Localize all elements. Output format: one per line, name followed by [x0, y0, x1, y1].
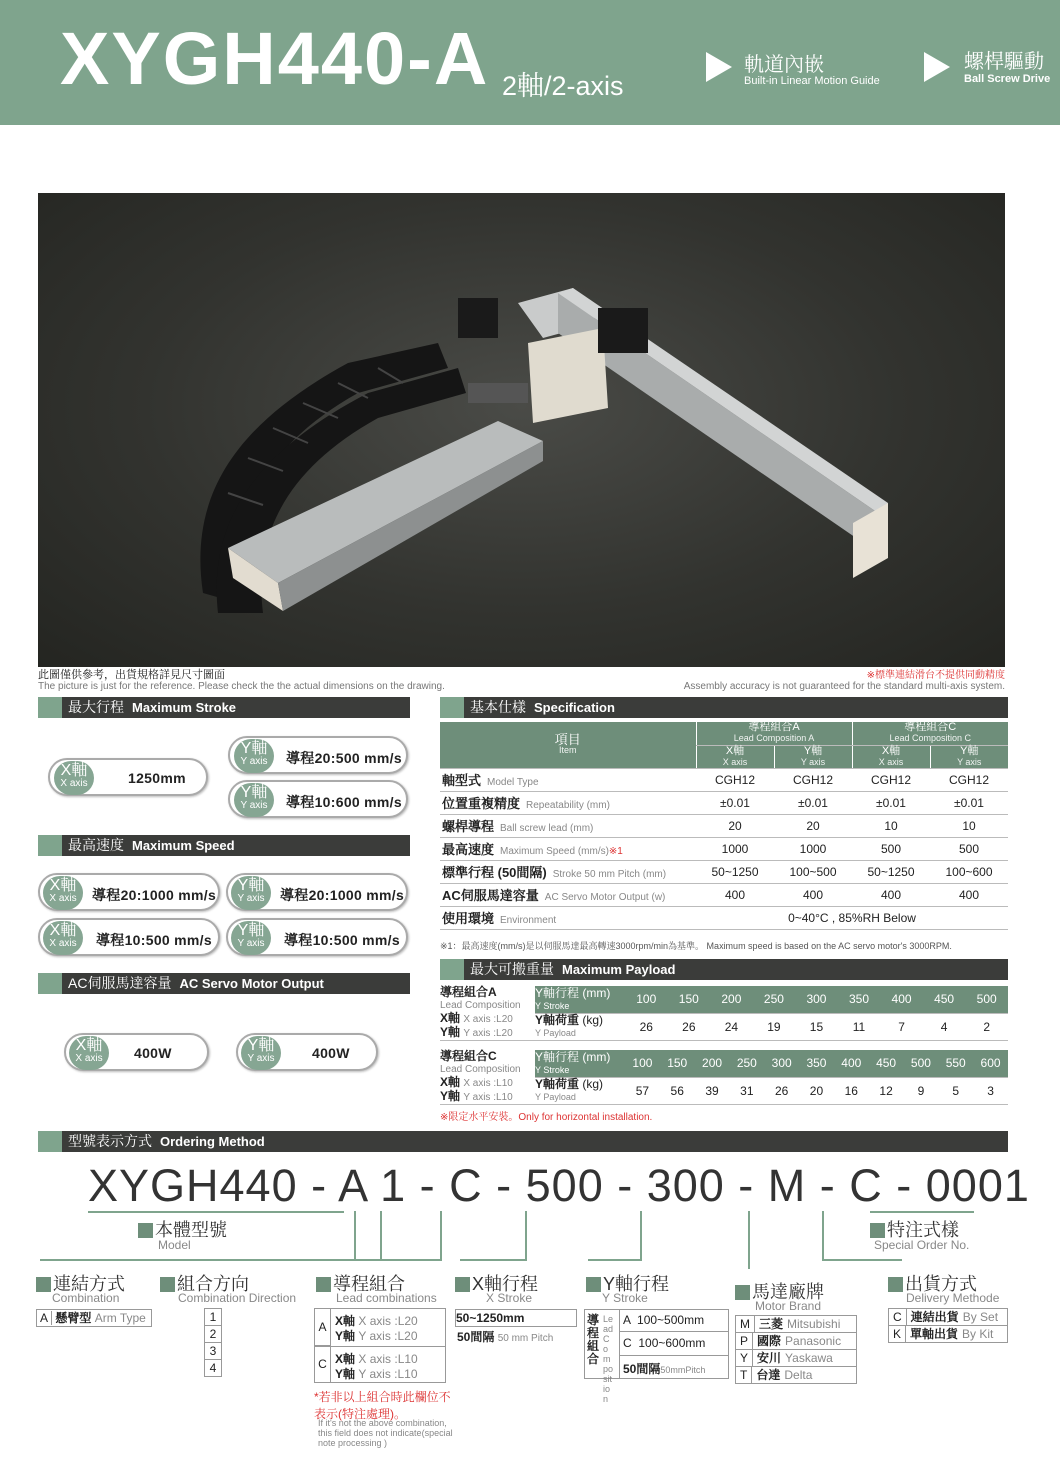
payload-load-cell: 12: [869, 1077, 904, 1104]
direction-options: [204, 1309, 222, 1377]
x-axis-badge: X軸 X axis: [43, 921, 83, 955]
payload-load-cell: 20: [799, 1077, 834, 1104]
payload-load-cell: 24: [710, 1013, 753, 1040]
payload-c-stroke-label: Y軸行程 (mm) Y Stroke: [535, 1050, 625, 1077]
payload-stroke-cell: 150: [668, 986, 711, 1013]
delivery-option: K 單軸出貨 By Kit: [888, 1325, 1008, 1343]
spec-cell: ±0.01: [930, 791, 1008, 814]
payload-table-c: [440, 1050, 1008, 1105]
payload-stroke-cell: 100: [625, 986, 668, 1013]
ystroke-side-en: Lead Composition: [603, 1314, 614, 1404]
payload-load-cell: 16: [834, 1077, 869, 1104]
payload-load-cell: 7: [880, 1013, 923, 1040]
spec-row: [440, 791, 1008, 814]
speed-x2-value: 導程10:500 mm/s: [96, 932, 212, 948]
lead-a-y: Y軸 Y axis :L20: [335, 1329, 418, 1343]
direction-option: 4: [204, 1359, 222, 1377]
spec-cell: CGH12: [852, 768, 930, 791]
payload-stroke-cell: 350: [838, 986, 881, 1013]
spec-row: [440, 814, 1008, 837]
connector-line: [822, 1211, 824, 1261]
payload-stroke-cell: 150: [660, 1050, 695, 1077]
model-label-zh: 本體型號: [138, 1216, 227, 1242]
speed-x1-value: 導程20:1000 mm/s: [92, 887, 217, 903]
speed-y1-value: 導程20:1000 mm/s: [280, 887, 405, 903]
payload-stroke-cell: 400: [880, 986, 923, 1013]
section-payload: 最大可搬重量 Maximum Payload: [440, 959, 1008, 980]
group-xstroke-sub: X Stroke: [486, 1291, 533, 1305]
payload-stroke-cell: 500: [965, 986, 1008, 1013]
spec-cell: 400: [930, 883, 1008, 906]
connector-line: [440, 1211, 442, 1261]
ystroke-pitch: 50間隔50mmPitch: [619, 1356, 729, 1379]
special-label-en: Special Order No.: [874, 1238, 970, 1252]
spec-table: [440, 722, 1008, 930]
spec-row: [440, 837, 1008, 860]
payload-load-cell: 57: [625, 1077, 660, 1104]
spec-row: [440, 883, 1008, 906]
spec-cell: 50~1250: [852, 860, 930, 883]
group-lead-sub: Lead combinations: [336, 1291, 437, 1305]
spec-cell: 50~1250: [696, 860, 774, 883]
model-label-en: Model: [158, 1238, 191, 1252]
group-motor-sub: Motor Brand: [755, 1299, 822, 1313]
stroke-x-value: 1250mm: [128, 770, 186, 786]
y-axis-badge: Y軸 Y axis: [231, 921, 271, 955]
photo-note-right: [684, 670, 1005, 692]
lead-code-c: C: [315, 1346, 331, 1383]
payload-load-cell: 26: [625, 1013, 668, 1040]
stroke-x-pill: [48, 758, 208, 796]
motor-x-value: 400W: [134, 1045, 172, 1061]
payload-stroke-cell: 250: [753, 986, 796, 1013]
ystroke-side-label: 導程組合: [587, 1313, 600, 1366]
payload-c-label: 導程組合C Lead Composition X軸 X axis :L10 Y軸 Y axis :L10: [440, 1050, 535, 1105]
spec-env-value: 0~40°C , 85%RH Below: [696, 906, 1008, 929]
spec-col-header: Y軸 Y axis: [774, 745, 852, 768]
section-ordering: 型號表示方式 Ordering Method: [38, 1131, 1008, 1152]
payload-stroke-cell: 550: [938, 1050, 973, 1077]
spec-cell: ±0.01: [774, 791, 852, 814]
speed-y1-pill: [226, 873, 408, 911]
payload-a-load-label: Y軸荷重 (kg) Y Payload: [535, 1013, 625, 1040]
x-axis-badge: X軸 X axis: [54, 761, 94, 795]
stroke-y2-value: 導程10:600 mm/s: [286, 794, 402, 810]
spec-cell: CGH12: [774, 768, 852, 791]
spec-cell: ±0.01: [852, 791, 930, 814]
y-axis-badge: Y軸 Y axis: [231, 876, 271, 910]
spec-cell: 100~500: [774, 860, 852, 883]
group-ystroke-sub: Y Stroke: [602, 1291, 648, 1305]
payload-load-cell: 2: [965, 1013, 1008, 1040]
payload-stroke-cell: 300: [764, 1050, 799, 1077]
feature-1-en: Built-in Linear Motion Guide: [744, 75, 880, 87]
payload-stroke-cell: 600: [973, 1050, 1008, 1077]
lead-options: [314, 1308, 446, 1383]
speed-y2-pill: [226, 918, 408, 956]
payload-load-cell: 39: [695, 1077, 730, 1104]
payload-load-cell: 56: [660, 1077, 695, 1104]
spec-col-header: X軸 X axis: [852, 745, 930, 768]
connector-line: [748, 1211, 750, 1269]
connector-line: [354, 1211, 356, 1261]
group-c-header: 導程組合C Lead Composition C: [852, 722, 1008, 745]
payload-load-cell: 31: [729, 1077, 764, 1104]
connector-line: [88, 1211, 344, 1213]
payload-stroke-cell: 100: [625, 1050, 660, 1077]
payload-table-a: [440, 986, 1008, 1041]
play-arrow-icon: [706, 52, 732, 82]
xy-gantry-illustration: [38, 193, 1005, 667]
connector-line: [525, 1211, 527, 1261]
group-motor-title: 馬達廠牌: [735, 1278, 824, 1304]
motor-x-pill: [64, 1033, 209, 1071]
spec-row-label: 標準行程 (50間隔) Stroke 50 mm Pitch (mm): [440, 860, 696, 883]
note-right-zh: ※標準連結滑台不提供同動精度: [866, 670, 1005, 681]
direction-option: 1: [204, 1308, 222, 1326]
note-right-en: Assembly accuracy is not guaranteed for the standard multi-axis system.: [683, 681, 1005, 692]
payload-load-cell: 15: [795, 1013, 838, 1040]
spec-cell: 10: [930, 814, 1008, 837]
lead-divider: [315, 1346, 445, 1347]
spec-col-header: X軸 X axis: [696, 745, 774, 768]
connector-line: [460, 1259, 527, 1261]
x-axis-badge: X軸 X axis: [43, 876, 83, 910]
payload-stroke-cell: 400: [834, 1050, 869, 1077]
spec-cell: 20: [774, 814, 852, 837]
speed-x1-pill: [38, 873, 220, 911]
lead-note-en: If it's not the above combination, this field does not indicate(special note processing ): [318, 1418, 453, 1448]
payload-note: ※限定水平安裝。Only for horizontal installation.: [440, 1112, 653, 1123]
motor-brand-option: Y 安川 Yaskawa: [735, 1349, 857, 1367]
payload-load-cell: 19: [753, 1013, 796, 1040]
ystroke-c: C 100~600mm: [619, 1332, 729, 1356]
connector-line: [870, 1211, 974, 1213]
connector-line: [822, 1259, 902, 1261]
feature-2-zh: 螺桿驅動: [964, 51, 1044, 73]
payload-stroke-cell: 300: [795, 986, 838, 1013]
model-title: XYGH440-A: [60, 17, 490, 100]
spec-cell: 400: [774, 883, 852, 906]
combination-option-a: A 懸臂型 Arm Type: [36, 1309, 152, 1327]
spec-cell: 100~600: [930, 860, 1008, 883]
group-a-header: 導程組合A Lead Composition A: [696, 722, 852, 745]
photo-note-left: [38, 670, 445, 692]
connector-line: [316, 1259, 442, 1261]
group-direction-title: 組合方向: [160, 1270, 249, 1296]
payload-load-cell: 11: [838, 1013, 881, 1040]
payload-load-cell: 26: [764, 1077, 799, 1104]
motor-brand-option: M 三菱 Mitsubishi: [735, 1315, 857, 1333]
xstroke-pitch: 50間隔 50 mm Pitch: [457, 1330, 554, 1344]
spec-row-label: 最高速度 Maximum Speed (mm/s)※1: [440, 837, 696, 860]
lead-c-y: Y軸 Y axis :L10: [335, 1367, 418, 1381]
group-combination-sub: Combination: [52, 1291, 120, 1305]
spec-env-label: 使用環境 Environment: [440, 906, 696, 929]
spec-cell: 400: [852, 883, 930, 906]
stroke-y1-pill: [228, 736, 408, 774]
payload-load-cell: 5: [938, 1077, 973, 1104]
lead-a-x: X軸 X axis :L20: [335, 1314, 418, 1328]
motor-brand-option: P 國際 Panasonic: [735, 1332, 857, 1350]
spec-row-label: 螺桿導程 Ball screw lead (mm): [440, 814, 696, 837]
motor-brand-option: T 台達 Delta: [735, 1366, 857, 1384]
spec-row: [440, 860, 1008, 883]
spec-row: [440, 768, 1008, 791]
section-motor-output: AC伺服馬達容量 AC Servo Motor Output: [38, 973, 410, 994]
delivery-options: [888, 1309, 1008, 1343]
spec-cell: 10: [852, 814, 930, 837]
ystroke-a: A 100~500mm: [619, 1310, 729, 1332]
payload-stroke-cell: 450: [923, 986, 966, 1013]
delivery-option: C 連結出貨 By Set: [888, 1308, 1008, 1326]
payload-a-stroke-label: Y軸行程 (mm) Y Stroke: [535, 986, 625, 1013]
lead-c-x: X軸 X axis :L10: [335, 1352, 418, 1366]
lead-code-a: A: [315, 1309, 331, 1346]
y-axis-badge: Y軸 Y axis: [234, 783, 274, 817]
stroke-y1-value: 導程20:500 mm/s: [286, 750, 402, 766]
payload-load-cell: 3: [973, 1077, 1008, 1104]
speed-x2-pill: [38, 918, 220, 956]
payload-stroke-cell: 500: [904, 1050, 939, 1077]
spec-col-header: Y軸 Y axis: [930, 745, 1008, 768]
ystroke-options: [584, 1309, 729, 1404]
spec-cell: 20: [696, 814, 774, 837]
spec-row-label: 軸型式 Model Type: [440, 768, 696, 791]
ordering-code: XYGH440 - A 1 - C - 500 - 300 - M - C - 0001: [88, 1160, 1030, 1211]
y-axis-badge: Y軸 Y axis: [241, 1036, 281, 1070]
group-direction-sub: Combination Direction: [178, 1291, 297, 1305]
payload-stroke-cell: 200: [695, 1050, 730, 1077]
speed-y2-value: 導程10:500 mm/s: [284, 932, 400, 948]
spec-cell: 500: [852, 837, 930, 860]
spec-item-header: 項目 Item: [440, 722, 696, 768]
group-lead-title: 導程組合: [316, 1270, 405, 1296]
feature-1-zh: 軌道內嵌: [744, 54, 824, 76]
note-left-en: The picture is just for the reference. Please check the the actual dimensions on the drawing.: [38, 681, 445, 692]
spec-row-label: AC伺服馬達容量 AC Servo Motor Output (w): [440, 883, 696, 906]
spec-footnote: ※1：最高速度(mm/s)是以伺服馬達最高轉速3000rpm/min為基準。 Maximum speed is based on the AC servo motor's 3000RPM.: [440, 941, 952, 951]
connector-line: [380, 1211, 382, 1261]
payload-load-cell: 9: [904, 1077, 939, 1104]
play-arrow-icon: [924, 52, 950, 82]
payload-stroke-cell: 450: [869, 1050, 904, 1077]
stroke-y2-pill: [228, 780, 408, 818]
direction-option: 3: [204, 1342, 222, 1360]
x-axis-badge: X軸 X axis: [69, 1036, 109, 1070]
group-ystroke-title: Y軸行程: [586, 1270, 669, 1296]
direction-option: 2: [204, 1325, 222, 1343]
group-xstroke-title: X軸行程: [455, 1270, 538, 1296]
section-max-speed: 最高速度 Maximum Speed: [38, 835, 410, 856]
group-delivery-title: 出貨方式: [888, 1270, 977, 1296]
xstroke-range: 50~1250mm: [455, 1309, 577, 1327]
y-axis-badge: Y軸 Y axis: [234, 739, 274, 773]
payload-stroke-cell: 250: [729, 1050, 764, 1077]
section-specification: 基本仕樣 Specification: [440, 697, 1008, 718]
spec-cell: ±0.01: [696, 791, 774, 814]
spec-cell: 500: [930, 837, 1008, 860]
group-delivery-sub: Delivery Methode: [906, 1291, 1000, 1305]
spec-cell: 400: [696, 883, 774, 906]
payload-c-load-label: Y軸荷重 (kg) Y Payload: [535, 1077, 625, 1104]
special-label-zh: 特注式樣: [870, 1216, 959, 1242]
feature-2-en: Ball Screw Drive: [964, 73, 1051, 85]
motor-y-pill: [236, 1033, 378, 1071]
lead-note: *若非以上組合時此欄位不表示(特注處理)。: [314, 1390, 451, 1421]
payload-a-label: 導程組合A Lead Composition X軸 X axis :L20 Y軸 Y axis :L20: [440, 986, 535, 1041]
motor-y-value: 400W: [312, 1045, 350, 1061]
section-max-stroke: 最大行程 Maximum Stroke: [38, 697, 410, 718]
note-left-zh: 此圖僅供參考，出貨規格詳見尺寸圖面: [38, 669, 225, 681]
payload-stroke-cell: 200: [710, 986, 753, 1013]
group-combination-title: 連結方式: [36, 1270, 125, 1296]
spec-cell: CGH12: [696, 768, 774, 791]
motor-brand-options: [735, 1316, 857, 1384]
payload-stroke-cell: 350: [799, 1050, 834, 1077]
connector-line: [640, 1211, 642, 1261]
payload-load-cell: 4: [923, 1013, 966, 1040]
spec-cell: 1000: [696, 837, 774, 860]
connector-line: [588, 1259, 642, 1261]
spec-cell: CGH12: [930, 768, 1008, 791]
payload-load-cell: 26: [668, 1013, 711, 1040]
product-photo: [38, 193, 1005, 667]
spec-row-label: 位置重複精度 Repeatability (mm): [440, 791, 696, 814]
spec-cell: 1000: [774, 837, 852, 860]
axes-subtitle: 2軸/2-axis: [502, 71, 624, 101]
